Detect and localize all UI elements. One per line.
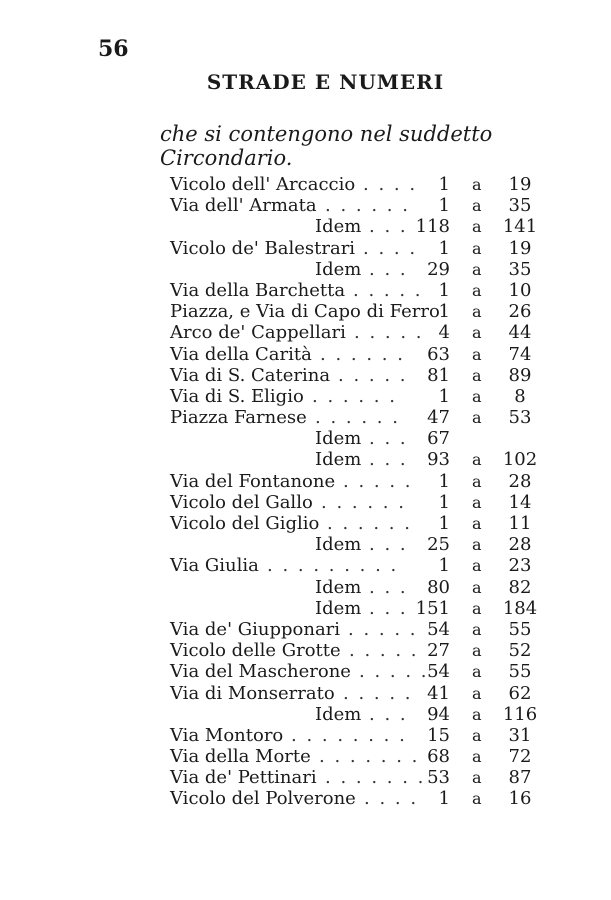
number-from: 41 bbox=[427, 682, 450, 704]
leader-dots: . . . bbox=[369, 576, 408, 598]
idem-label: Idem bbox=[315, 703, 362, 725]
number-from: 4 bbox=[438, 322, 450, 344]
list-item bbox=[170, 619, 540, 640]
leader-dots: . . . . . bbox=[353, 279, 423, 301]
number-from: 1 bbox=[438, 174, 450, 195]
range-separator: a bbox=[472, 175, 482, 194]
leader-dots: . . . bbox=[369, 428, 408, 450]
number-from: 1 bbox=[438, 491, 450, 513]
list-item bbox=[170, 428, 540, 449]
number-from: 27 bbox=[427, 640, 450, 662]
number-from: 118 bbox=[415, 216, 450, 238]
street-name: Via della Barchetta bbox=[170, 279, 346, 301]
street-name: Via Giulia bbox=[170, 555, 259, 577]
range-separator: a bbox=[472, 704, 482, 724]
leader-dots: . . . . . bbox=[348, 618, 418, 640]
number-to: 35 bbox=[508, 258, 532, 280]
number-from: 25 bbox=[427, 534, 450, 556]
number-to: 55 bbox=[508, 618, 532, 640]
number-from: 1 bbox=[438, 513, 450, 534]
leader-dots: . . . bbox=[369, 597, 408, 619]
leader-dots: . . . . . . . . bbox=[291, 724, 407, 746]
list-item bbox=[170, 598, 540, 619]
range-separator: a bbox=[472, 302, 482, 322]
street-name: Via de' Pettinari bbox=[170, 767, 317, 789]
number-to: 19 bbox=[508, 237, 532, 259]
range-separator: a bbox=[472, 619, 482, 639]
number-from: 53 bbox=[427, 767, 450, 789]
number-to: 16 bbox=[508, 788, 532, 810]
number-to: 35 bbox=[508, 195, 532, 217]
idem-label: Idem bbox=[315, 534, 362, 556]
range-separator: a bbox=[472, 344, 482, 364]
number-to: 31 bbox=[508, 724, 532, 746]
street-name: Vicolo del Polverone bbox=[170, 788, 356, 810]
street-name: Via della Carità bbox=[170, 343, 312, 365]
street-name: Via Montoro bbox=[170, 724, 284, 746]
list-item bbox=[170, 195, 540, 216]
number-to: 8 bbox=[514, 385, 526, 407]
list-item bbox=[170, 301, 540, 322]
number-to: 19 bbox=[508, 174, 532, 195]
leader-dots: . . . . . bbox=[338, 364, 408, 386]
number-to: 44 bbox=[508, 322, 532, 344]
number-from: 68 bbox=[427, 746, 450, 768]
street-name: Via di S. Caterina bbox=[170, 364, 331, 386]
number-to: 28 bbox=[508, 534, 532, 556]
street-name: Vicolo delle Grotte bbox=[170, 640, 341, 662]
number-from: 67 bbox=[427, 428, 450, 450]
list-item bbox=[170, 471, 540, 492]
number-to: 55 bbox=[508, 661, 532, 683]
range-separator: a bbox=[472, 238, 482, 258]
list-item bbox=[170, 365, 540, 386]
list-item bbox=[170, 280, 540, 301]
leader-dots: . . . . . bbox=[343, 470, 413, 492]
range-separator: a bbox=[472, 683, 482, 703]
list-item bbox=[170, 513, 540, 534]
idem-label: Idem bbox=[315, 216, 362, 238]
number-to: 14 bbox=[508, 491, 532, 513]
leader-dots: . . . . . bbox=[354, 322, 424, 344]
leader-dots: . . . bbox=[369, 216, 408, 238]
range-separator: a bbox=[472, 514, 482, 533]
leader-dots: . . . . bbox=[364, 788, 419, 810]
range-separator: a bbox=[472, 747, 482, 767]
number-to: 82 bbox=[508, 576, 532, 598]
leader-dots: . . . . . . bbox=[312, 385, 397, 407]
range-separator: a bbox=[472, 196, 482, 216]
street-name: Arco de' Cappellari bbox=[170, 322, 346, 344]
range-separator: a bbox=[472, 789, 482, 809]
list-item bbox=[170, 174, 540, 195]
range-separator: a bbox=[472, 365, 482, 385]
street-name: Vicolo de' Balestrari bbox=[170, 237, 356, 259]
list-item bbox=[170, 788, 540, 809]
number-from: 1 bbox=[438, 237, 450, 259]
leader-dots: . . . . . . . bbox=[319, 746, 420, 768]
page-number: 56 bbox=[98, 36, 129, 62]
leader-dots: . . . . bbox=[363, 237, 418, 259]
number-from: 54 bbox=[427, 661, 450, 683]
list-item bbox=[170, 704, 540, 725]
idem-label: Idem bbox=[315, 576, 362, 598]
page-title: STRADE E NUMERI bbox=[206, 70, 445, 94]
number-to: 141 bbox=[502, 216, 538, 238]
number-to: 102 bbox=[502, 449, 538, 471]
leader-dots: . . . . bbox=[363, 174, 418, 195]
range-separator: a bbox=[472, 386, 482, 406]
range-separator: a bbox=[472, 577, 482, 597]
leader-dots: . . . . . . bbox=[325, 195, 410, 217]
number-from: 1 bbox=[438, 301, 450, 323]
number-to: 62 bbox=[508, 682, 532, 704]
number-from: 1 bbox=[438, 470, 450, 492]
number-to: 74 bbox=[508, 343, 532, 365]
range-separator: a bbox=[472, 323, 482, 343]
range-separator: a bbox=[472, 556, 482, 576]
list-item bbox=[170, 344, 540, 365]
idem-label: Idem bbox=[315, 597, 362, 619]
number-from: 94 bbox=[427, 703, 450, 725]
number-from: 80 bbox=[427, 576, 450, 598]
list-item bbox=[170, 534, 540, 555]
number-to: 72 bbox=[508, 746, 532, 768]
street-name: Via del Fontanone bbox=[170, 470, 336, 492]
leader-dots: . . . bbox=[369, 258, 408, 280]
range-separator: a bbox=[472, 450, 482, 470]
list-item bbox=[170, 555, 540, 576]
list-item bbox=[170, 683, 540, 704]
number-to: 116 bbox=[502, 703, 538, 725]
range-separator: a bbox=[472, 598, 482, 618]
list-item bbox=[170, 577, 540, 598]
number-to: 89 bbox=[508, 364, 532, 386]
number-from: 47 bbox=[427, 407, 450, 429]
list-item bbox=[170, 259, 540, 280]
number-to: 10 bbox=[508, 279, 532, 301]
number-to: 184 bbox=[502, 597, 538, 619]
range-separator: a bbox=[472, 280, 482, 300]
idem-label: Idem bbox=[315, 449, 362, 471]
leader-dots: . . . . . . . . . bbox=[267, 555, 399, 577]
range-separator: a bbox=[472, 641, 482, 661]
number-to: 11 bbox=[508, 513, 532, 534]
number-from: 1 bbox=[438, 195, 450, 217]
street-name: Vicolo del Gallo bbox=[170, 491, 313, 513]
number-from: 1 bbox=[438, 788, 450, 810]
number-from: 1 bbox=[438, 555, 450, 577]
list-item bbox=[170, 216, 540, 237]
number-to: 26 bbox=[508, 301, 532, 323]
range-separator: a bbox=[472, 408, 482, 428]
list-item bbox=[170, 767, 540, 788]
list-item bbox=[170, 322, 540, 343]
leader-dots: . . . . . . bbox=[320, 343, 405, 365]
list-item bbox=[170, 238, 540, 259]
street-name: Via dell' Armata bbox=[170, 195, 317, 217]
street-list bbox=[170, 174, 540, 810]
range-separator: a bbox=[472, 217, 482, 237]
leader-dots: . . . bbox=[369, 534, 408, 556]
range-separator: a bbox=[472, 768, 482, 788]
idem-label: Idem bbox=[315, 428, 362, 450]
number-to: 28 bbox=[508, 470, 532, 492]
number-from: 151 bbox=[415, 597, 450, 619]
number-to: 52 bbox=[508, 640, 532, 662]
number-from: 29 bbox=[427, 258, 450, 280]
list-item bbox=[170, 386, 540, 407]
range-separator: a bbox=[472, 471, 482, 491]
range-separator: a bbox=[472, 259, 482, 279]
leader-dots: . . . bbox=[369, 703, 408, 725]
number-to: 23 bbox=[508, 555, 532, 577]
leader-dots: . . . . . bbox=[349, 640, 419, 662]
street-name: Via de' Giupponari bbox=[170, 618, 341, 640]
list-item bbox=[170, 725, 540, 746]
leader-dots: . . . . . . bbox=[315, 407, 400, 429]
street-name: Via di S. Eligio bbox=[170, 385, 304, 407]
number-from: 1 bbox=[438, 385, 450, 407]
street-name: Vicolo del Giglio bbox=[170, 513, 320, 534]
list-item bbox=[170, 746, 540, 767]
street-name: Vicolo dell' Arcaccio bbox=[170, 174, 356, 195]
number-from: 1 bbox=[438, 279, 450, 301]
range-separator: a bbox=[472, 725, 482, 745]
number-from: 63 bbox=[427, 343, 450, 365]
street-name: Via del Mascherone bbox=[170, 661, 351, 683]
leader-dots: . . . . . . bbox=[327, 513, 412, 534]
number-to: 87 bbox=[508, 767, 532, 789]
leader-dots: . . . . . . . bbox=[325, 767, 426, 789]
leader-dots: . . . . . bbox=[343, 682, 413, 704]
range-separator: a bbox=[472, 492, 482, 512]
street-name: Piazza Farnese bbox=[170, 407, 307, 429]
leader-dots: . . . . . . bbox=[321, 491, 406, 513]
range-separator: a bbox=[472, 535, 482, 555]
street-name: Piazza, e Via di Capo di Ferro bbox=[170, 301, 440, 323]
list-item bbox=[170, 492, 540, 513]
number-from: 54 bbox=[427, 618, 450, 640]
list-item bbox=[170, 661, 540, 682]
idem-label: Idem bbox=[315, 258, 362, 280]
list-item bbox=[170, 640, 540, 661]
street-name: Via di Monserrato bbox=[170, 682, 335, 704]
list-item bbox=[170, 407, 540, 428]
street-name: Via della Morte bbox=[170, 746, 311, 768]
number-from: 93 bbox=[427, 449, 450, 471]
leader-dots: . . . bbox=[369, 449, 408, 471]
number-from: 81 bbox=[427, 364, 450, 386]
number-from: 15 bbox=[427, 724, 450, 746]
page-subtitle: che si contengono nel suddetto Circondario. bbox=[160, 122, 493, 170]
leader-dots: . . . . . bbox=[359, 661, 429, 683]
range-separator: a bbox=[472, 662, 482, 682]
number-to: 53 bbox=[508, 407, 532, 429]
list-item bbox=[170, 449, 540, 470]
